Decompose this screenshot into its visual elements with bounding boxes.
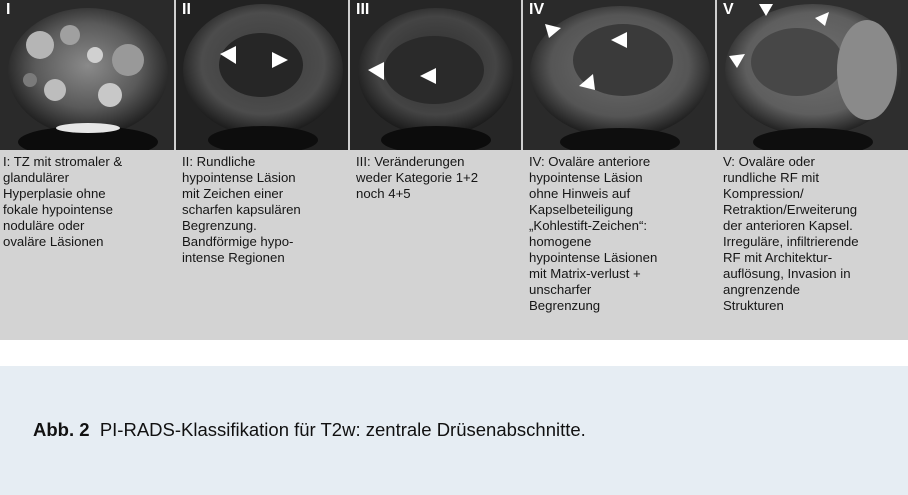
mri-panel-2 <box>176 0 350 150</box>
mri-panel-4 <box>523 0 717 150</box>
panel-label-2: II <box>182 1 191 18</box>
mri-image-2 <box>176 0 350 150</box>
mri-image-5 <box>717 0 908 150</box>
panel-label-4: IV <box>529 1 545 18</box>
panel-caption-1: I: TZ mit stromaler & glandulärer Hyperplasie ohne fokale hypointense noduläre oder ovaläre Läsionen <box>3 154 123 249</box>
mri-panel-row <box>0 0 908 150</box>
figure-caption <box>33 419 586 441</box>
mri-panel-5 <box>717 0 908 150</box>
figure-label: Abb. 2 <box>33 419 90 440</box>
panel-label-3: III <box>356 1 370 18</box>
panel-label-1: I <box>6 1 11 18</box>
mri-image-4 <box>523 0 717 150</box>
mri-panel-1 <box>0 0 176 150</box>
figure-caption-text: PI-RADS-Klassifikation für T2w: zentrale Drüsenabschnitte. <box>99 419 586 440</box>
panel-caption-3: III: Veränderungen weder Kategorie 1+2 noch 4+5 <box>356 154 479 201</box>
panel-captions <box>0 152 908 340</box>
panel-label-5: V <box>723 1 734 18</box>
mri-panel-3 <box>350 0 523 150</box>
mri-image-1 <box>0 0 176 150</box>
mri-image-3 <box>350 0 523 150</box>
panel-caption-2: II: Rundliche hypointense Läsion mit Zeichen einer scharfen kapsulären Begrenzung. Bandförmige hypo- intense Regionen <box>182 154 301 265</box>
panel-caption-5: V: Ovaläre oder rundliche RF mit Kompression/ Retraktion/Erweiterung der anterioren Kapsel. Irreguläre, infiltrierende RF mit Architektur- auflösung, Invasion in angrenzende Strukturen <box>723 154 859 313</box>
panel-caption-4: IV: Ovaläre anteriore hypointense Läsion ohne Hinweis auf Kapselbeteiligung „Kohlestift-Zeichen“: homogene hypointense Läsionen mit Matrix-verlust + unscharfer Begrenzung <box>529 154 658 313</box>
